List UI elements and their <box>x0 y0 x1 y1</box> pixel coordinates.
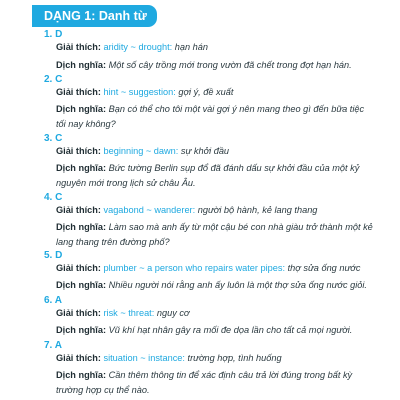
vocab-term: aridity ~ drought: <box>103 42 173 52</box>
answer-key: 4. C <box>44 192 63 203</box>
vocab-term: plumber ~ a person who repairs water pipes: <box>103 263 286 273</box>
translation-label: Dịch nghĩa: <box>56 104 107 114</box>
translation-line <box>56 102 376 131</box>
answer-key: 6. A <box>44 295 62 306</box>
answer-key: 7. A <box>44 340 62 351</box>
translation-text: Bức tường Berlin sụp đổ đã đánh dấu sự khởi đầu của một kỷ nguyên mới trong lịch sử châu Âu. <box>56 163 360 188</box>
section-title: DẠNG 1: Danh từ <box>32 5 157 27</box>
translation-line <box>56 323 376 338</box>
explanation-line <box>56 261 376 276</box>
translation-line <box>56 58 376 73</box>
explanation-line <box>56 40 376 55</box>
translation-label: Dịch nghĩa: <box>56 280 107 290</box>
explanation-label: Giải thích: <box>56 87 101 97</box>
translation-label: Dịch nghĩa: <box>56 325 107 335</box>
vocab-term: hint ~ suggestion: <box>103 87 176 97</box>
answer-key: 3. C <box>44 133 63 144</box>
translation-line <box>56 368 376 397</box>
translation-line <box>56 220 376 249</box>
explanation-label: Giải thích: <box>56 42 101 52</box>
explanation-line <box>56 85 376 100</box>
translation-line <box>56 278 376 293</box>
explanation-line <box>56 306 376 321</box>
translation-text: Làm sao mà anh ấy từ một cậu bé con nhà giàu trở thành một kẻ lang thang trên đường phố? <box>56 222 373 247</box>
vocab-term: vagabond ~ wanderer: <box>103 205 196 215</box>
answer-key: 1. D <box>44 29 63 40</box>
explanation-label: Giải thích: <box>56 205 101 215</box>
vocab-meaning: hạn hán <box>174 42 208 52</box>
explanation-line <box>56 203 376 218</box>
vocab-meaning: trường hợp, tình huống <box>187 353 282 363</box>
explanation-line <box>56 144 376 159</box>
explanation-label: Giải thích: <box>56 146 101 156</box>
translation-label: Dịch nghĩa: <box>56 370 107 380</box>
vocab-meaning: người bộ hành, kẻ lang thang <box>197 205 318 215</box>
translation-line <box>56 161 376 190</box>
explanation-line <box>56 351 376 366</box>
translation-label: Dịch nghĩa: <box>56 60 107 70</box>
answer-key: 2. C <box>44 74 63 85</box>
translation-text: Một số cây trồng mới trong vườn đã chết trong đợt hạn hán. <box>108 60 352 70</box>
translation-label: Dịch nghĩa: <box>56 163 107 173</box>
translation-text: Cần thêm thông tin để xác định câu trả lời đúng trong bất kỳ trường hợp cụ thể nào. <box>56 370 353 395</box>
vocab-term: risk ~ threat: <box>103 308 155 318</box>
vocab-meaning: thợ sửa ống nước <box>287 263 361 273</box>
vocab-term: situation ~ instance: <box>103 353 185 363</box>
answer-key: 5. D <box>44 250 63 261</box>
vocab-term: beginning ~ dawn: <box>103 146 179 156</box>
translation-text: Bạn có thể cho tôi một vài gợi ý nên mang theo gì đến bữa tiệc tối nay không? <box>56 104 365 129</box>
explanation-label: Giải thích: <box>56 308 101 318</box>
vocab-meaning: nguy cơ <box>156 308 190 318</box>
translation-text: Nhiều người nói rằng anh ấy luôn là một thợ sửa ống nước giỏi. <box>108 280 367 290</box>
translation-label: Dịch nghĩa: <box>56 222 107 232</box>
vocab-meaning: sự khởi đầu <box>180 146 230 156</box>
explanation-label: Giải thích: <box>56 263 101 273</box>
translation-text: Vũ khí hạt nhân gây ra mối đe dọa lần cho tất cả mọi người. <box>108 325 353 335</box>
explanation-label: Giải thích: <box>56 353 101 363</box>
vocab-meaning: gợi ý, đề xuất <box>178 87 234 97</box>
